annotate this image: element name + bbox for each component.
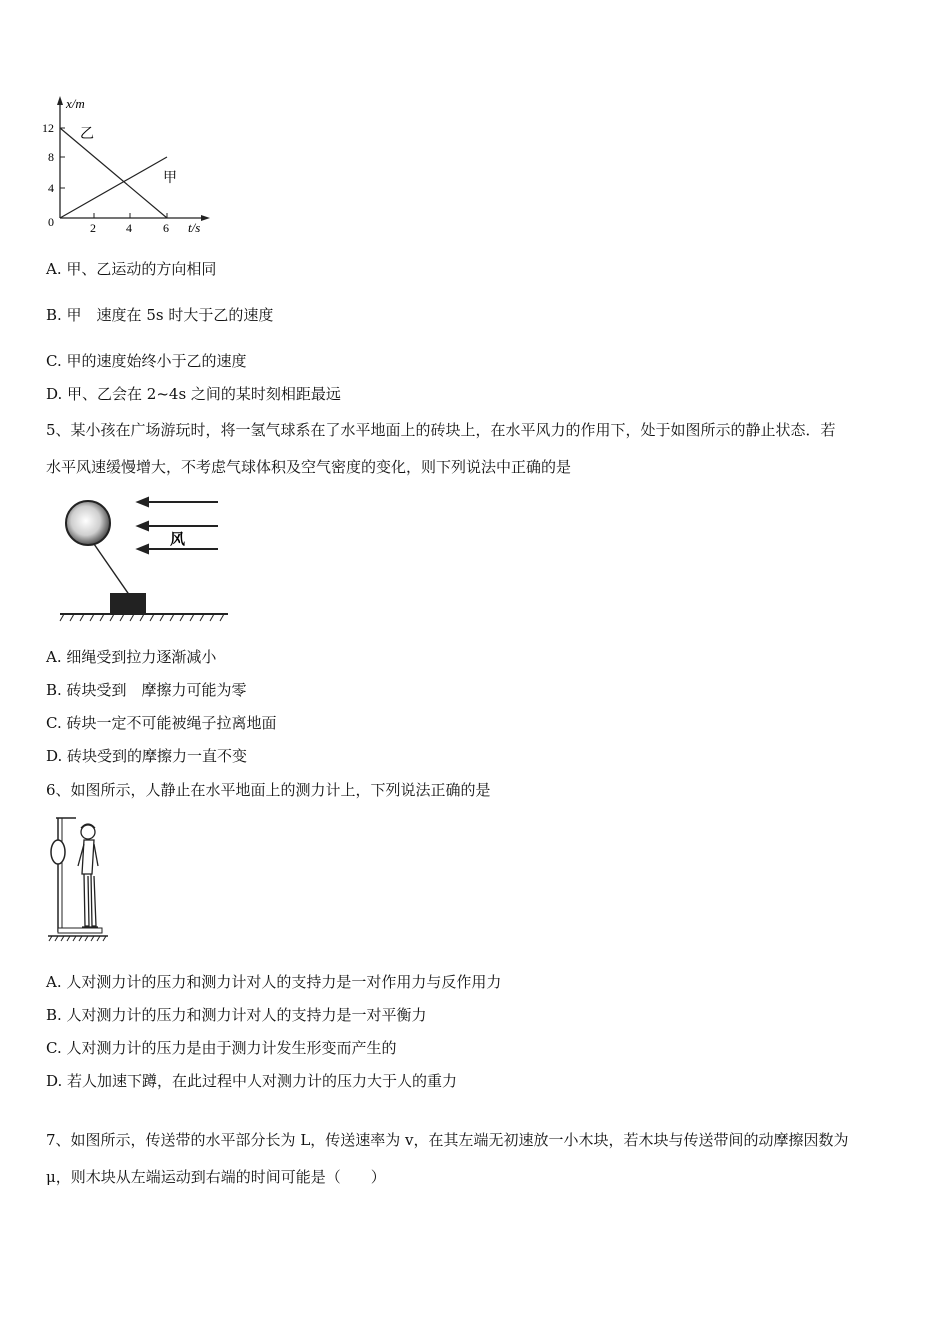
- brick: [110, 593, 146, 613]
- x-tick-6: 6: [163, 221, 169, 235]
- xt-graph: [36, 92, 226, 240]
- q4-option-b: B. 甲 速度在 5s 时大于乙的速度: [46, 306, 274, 324]
- line-jia: [60, 157, 167, 218]
- q4-option-d: D. 甲、乙会在 2~4s 之间的某时刻相距最远: [46, 385, 341, 403]
- q5-option-b: B. 砖块受到 摩擦力可能为零: [46, 681, 247, 699]
- x-axis-label: t/s: [188, 220, 201, 235]
- q6-option-a: A. 人对测力计的压力和测力计对人的支持力是一对作用力与反作用力: [46, 973, 502, 991]
- q6-option-c: C. 人对测力计的压力是由于测力计发生形变而产生的: [46, 1039, 397, 1057]
- origin-label: 0: [48, 215, 54, 229]
- rope: [94, 544, 130, 596]
- scale-figure: [44, 814, 112, 942]
- q6-stem: 6、如图所示，人静止在水平地面上的测力计上，下列说法正确的是: [46, 781, 491, 799]
- balloon-figure: [58, 493, 230, 625]
- q6-option-b: B. 人对测力计的压力和测力计对人的支持力是一对平衡力: [46, 1006, 427, 1024]
- scale-dial: [51, 840, 65, 864]
- q6-option-d: D. 若人加速下蹲，在此过程中人对测力计的压力大于人的重力: [46, 1072, 458, 1090]
- wind-label: 风: [170, 532, 186, 548]
- q4-option-c: C. 甲的速度始终小于乙的速度: [46, 352, 247, 370]
- balloon: [66, 501, 110, 545]
- q5-option-a: A. 细绳受到拉力逐渐减小: [46, 648, 217, 666]
- q4-option-a: A. 甲、乙运动的方向相同: [46, 260, 217, 278]
- q5-stem-line1: 5、某小孩在广场游玩时，将一氢气球系在了水平地面上的砖块上，在水平风力的作用下，处于如图所示的静止状态．若: [46, 421, 836, 439]
- person: [78, 824, 98, 927]
- q5-stem-line2: 水平风速缓慢增大，不考虑气球体积及空气密度的变化，则下列说法中正确的是: [46, 458, 572, 476]
- q5-option-c: C. 砖块一定不可能被绳子拉离地面: [46, 714, 277, 732]
- y-tick-4: 4: [48, 181, 54, 195]
- y-tick-8: 8: [48, 150, 54, 164]
- y-tick-12: 12: [42, 121, 54, 135]
- q7-stem-line2: μ，则木块从左端运动到右端的时间可能是（ ）: [46, 1168, 386, 1186]
- x-tick-4: 4: [126, 221, 132, 235]
- q5-option-d: D. 砖块受到的摩擦力一直不变: [46, 747, 248, 765]
- q7-stem-line1: 7、如图所示，传送带的水平部分长为 L，传送速率为 v，在其左端无初速放一小木块，若木块与传送带间的动摩擦因数为: [46, 1131, 849, 1149]
- label-jia: 甲: [163, 171, 177, 186]
- label-yi: 乙: [80, 127, 94, 142]
- line-yi: [60, 128, 167, 218]
- x-tick-2: 2: [90, 221, 96, 235]
- y-axis-label: x/m: [66, 96, 85, 111]
